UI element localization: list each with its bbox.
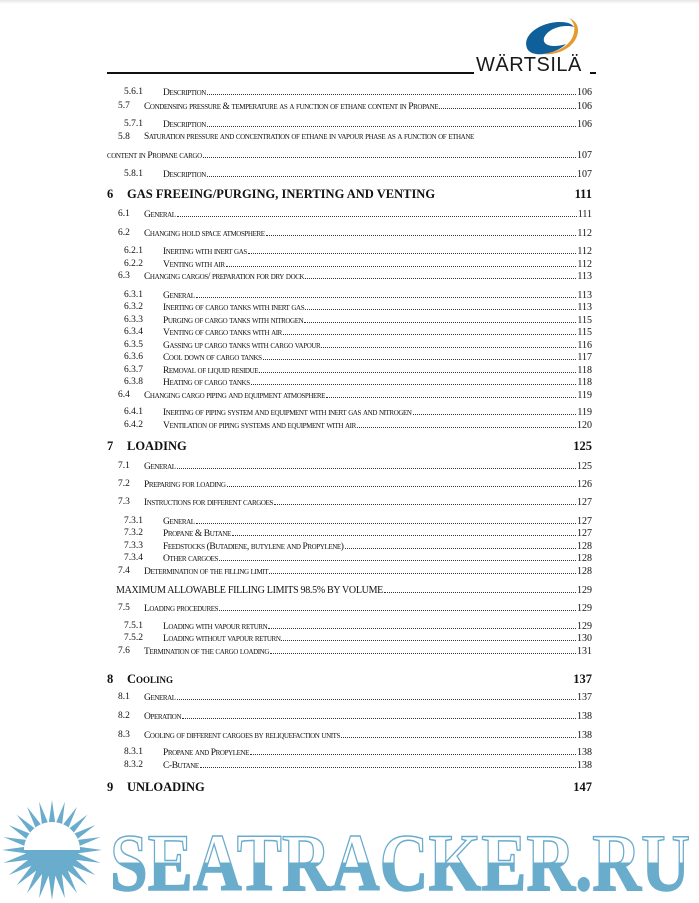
dot-leader xyxy=(266,234,577,236)
dot-leader xyxy=(268,627,576,629)
toc-entry-page: 128 xyxy=(577,566,592,577)
toc-entry-title: Cooling xyxy=(127,672,174,686)
toc-entry-page: 137 xyxy=(573,672,592,686)
toc-entry-title: Changing cargo piping and equipment atmosphere xyxy=(144,391,326,401)
toc-entry[interactable] xyxy=(0,759,699,772)
toc-entry[interactable] xyxy=(0,100,699,113)
toc-entry-page: 113 xyxy=(577,290,592,301)
toc-entry-title: Ventilation of piping systems and equipment with air xyxy=(163,421,356,431)
toc-entry-page: 111 xyxy=(574,187,592,201)
toc-entry-number: 7.2 xyxy=(118,479,130,489)
dot-leader xyxy=(304,321,576,323)
seatracker-watermark xyxy=(0,795,699,903)
dot-leader xyxy=(345,547,576,549)
toc-entry-page: 128 xyxy=(577,553,592,564)
dot-leader xyxy=(305,277,576,279)
toc-entry-number: 7.3.3 xyxy=(124,541,143,551)
dot-leader xyxy=(207,125,576,127)
window-top-edge xyxy=(0,0,699,4)
toc-entry-number: 6.3 xyxy=(118,271,130,281)
toc-entry-page: 111 xyxy=(577,209,592,220)
toc-entry-page: 119 xyxy=(577,390,592,401)
dot-leader xyxy=(177,215,577,217)
toc-entry-title: LOADING xyxy=(127,439,187,453)
toc-entry-title: Removal of liquid residue xyxy=(163,366,259,376)
toc-entry-page: 126 xyxy=(577,479,592,490)
dot-leader xyxy=(274,503,576,505)
toc-entry-number: 6.2.2 xyxy=(124,259,143,269)
dot-leader xyxy=(177,467,576,469)
toc-entry[interactable] xyxy=(0,131,699,144)
toc-entry[interactable] xyxy=(0,208,699,221)
toc-entry-number: 5.7.1 xyxy=(124,119,143,129)
toc-entry-number: 6.3.7 xyxy=(124,365,143,375)
toc-entry-title: Determination of the filling limit xyxy=(144,567,269,577)
toc-entry-title: Feedstocks (Butadiene, butylene and Propylene) xyxy=(163,542,344,552)
toc-entry-title: Preparing for loading xyxy=(144,480,226,490)
toc-entry[interactable] xyxy=(0,186,699,202)
toc-entry-number: 8.1 xyxy=(118,692,130,702)
toc-entry[interactable] xyxy=(0,118,699,131)
toc-entry[interactable] xyxy=(0,552,699,565)
toc-entry-number: 9 xyxy=(107,780,114,794)
toc-entry-title: Cool down of cargo tanks xyxy=(163,353,262,363)
toc-entry-page: 107 xyxy=(577,150,592,161)
toc-entry-number: 7.3.2 xyxy=(124,528,143,538)
dot-leader xyxy=(384,591,576,593)
toc-entry-page: 131 xyxy=(577,646,592,657)
toc-entry-title: Heating of cargo tanks xyxy=(163,378,250,388)
toc-entry-page: 115 xyxy=(577,327,592,338)
dot-leader xyxy=(226,265,577,267)
toc-entry[interactable] xyxy=(0,376,699,389)
toc-entry[interactable] xyxy=(0,710,699,723)
toc-entry-number: 6.3.2 xyxy=(124,302,143,312)
toc-entry-title: General xyxy=(144,210,176,220)
toc-entry-number: 7.1 xyxy=(118,461,130,471)
toc-entry-title: General xyxy=(144,693,176,703)
toc-entry[interactable] xyxy=(0,496,699,509)
toc-entry[interactable] xyxy=(0,460,699,473)
toc-entry-title: Inerting of piping system and equipment with inert gas and nitrogen xyxy=(163,408,412,418)
toc-entry-page: 129 xyxy=(577,621,592,632)
dot-leader xyxy=(196,296,577,298)
toc-entry-title: Venting of cargo tanks with air xyxy=(163,328,282,338)
toc-entry-number: 5.7 xyxy=(118,101,130,111)
dot-leader xyxy=(248,252,577,254)
dot-leader xyxy=(341,736,576,738)
toc-entry-page: 127 xyxy=(577,516,592,527)
toc-entry-title: MAXIMUM ALLOWABLE FILLING LIMITS 98.5% BY VOLUME xyxy=(116,585,383,596)
toc-entry-title: Saturation pressure and concentration of ethane in vapour phase as a function of ethane xyxy=(144,132,474,142)
toc-entry[interactable] xyxy=(0,645,699,658)
toc-entry-page: 138 xyxy=(577,747,592,758)
toc-entry-number: 6.4.2 xyxy=(124,420,143,430)
toc-entry-page: 113 xyxy=(577,271,592,282)
toc-entry[interactable] xyxy=(0,527,699,540)
dot-leader xyxy=(263,358,577,360)
dot-leader xyxy=(321,346,576,348)
toc-entry[interactable] xyxy=(0,746,699,759)
toc-entry-number: 5.6.1 xyxy=(124,87,143,97)
logo-wordmark: WÄRTSILÄ xyxy=(476,54,582,76)
toc-entry-number: 7.4 xyxy=(118,566,130,576)
toc-entry-page: 138 xyxy=(577,711,592,722)
dot-leader xyxy=(232,534,576,536)
toc-entry-title: Inerting with inert gas xyxy=(163,247,247,257)
toc-entry-number: 6.1 xyxy=(118,209,130,219)
dot-leader xyxy=(281,639,576,641)
dot-leader xyxy=(219,559,576,561)
toc-entry-number: 7.5.2 xyxy=(124,633,143,643)
toc-entry-number: 6.3.3 xyxy=(124,315,143,325)
toc-entry-page: 125 xyxy=(577,461,592,472)
toc-entry-page: 115 xyxy=(577,315,592,326)
dot-leader xyxy=(259,371,576,373)
toc-entry-page: 113 xyxy=(577,302,592,313)
toc-entry-title: Venting with air xyxy=(163,260,225,270)
toc-entry-page: 106 xyxy=(577,101,592,112)
toc-entry-number: 6.3.4 xyxy=(124,327,143,337)
toc-entry[interactable] xyxy=(0,729,699,742)
toc-entry-number: 6.3.6 xyxy=(124,352,143,362)
dot-leader xyxy=(219,609,576,611)
toc-entry-page: 138 xyxy=(577,730,592,741)
dot-leader xyxy=(357,426,576,428)
toc-entry-title: General xyxy=(163,291,195,301)
toc-entry-number: 7.5.1 xyxy=(124,621,143,631)
dot-leader xyxy=(270,652,576,654)
toc-entry-page: 112 xyxy=(577,228,592,239)
dot-leader xyxy=(439,107,576,109)
toc-entry-number: 8.3.1 xyxy=(124,747,143,757)
toc-entry-title: content in Propane cargo xyxy=(107,151,202,161)
toc-entry-number: 6.2.1 xyxy=(124,246,143,256)
toc-entry[interactable] xyxy=(0,149,699,162)
toc-entry-title: Loading procedures xyxy=(144,604,219,614)
toc-entry[interactable] xyxy=(0,227,699,240)
toc-entry[interactable] xyxy=(0,671,699,687)
dot-leader xyxy=(250,753,576,755)
toc-entry-title: Termination of the cargo loading xyxy=(144,647,269,657)
watermark-text: SEATRACKER.RU xyxy=(110,817,690,903)
toc-entry-title: General xyxy=(163,517,195,527)
toc-entry-page: 127 xyxy=(577,528,592,539)
toc-entry-number: 8.2 xyxy=(118,711,130,721)
toc-entry-page: 125 xyxy=(573,439,592,453)
toc-entry-page: 112 xyxy=(577,246,592,257)
toc-entry-title: Loading with vapour return xyxy=(163,622,268,632)
dot-leader xyxy=(227,485,577,487)
header-rule xyxy=(107,72,474,74)
toc-entry-title: UNLOADING xyxy=(127,780,205,794)
toc-entry-page: 118 xyxy=(577,365,592,376)
toc-entry[interactable] xyxy=(0,438,699,454)
toc-entry-title: Gassing up cargo tanks with cargo vapour xyxy=(163,341,321,351)
dot-leader xyxy=(196,522,576,524)
toc-entry[interactable] xyxy=(0,691,699,704)
toc-entry-title: Description xyxy=(163,120,206,130)
toc-entry-title: Operation xyxy=(144,712,182,722)
toc-entry-page: 129 xyxy=(577,585,592,596)
toc-entry[interactable] xyxy=(0,565,699,578)
sun-icon xyxy=(2,800,102,900)
toc-entry-title: Purging of cargo tanks with nitrogen xyxy=(163,316,304,326)
toc-entry-page: 106 xyxy=(577,87,592,98)
toc-entry-number: 6.4 xyxy=(118,390,130,400)
toc-entry-number: 7.6 xyxy=(118,646,130,656)
toc-entry-title: Loading without vapour return xyxy=(163,634,281,644)
toc-entry-page: 130 xyxy=(577,633,592,644)
toc-entry-title: General xyxy=(144,462,176,472)
toc-entry-number: 6.3.1 xyxy=(124,290,143,300)
toc-entry[interactable] xyxy=(0,245,699,258)
toc-entry-title: Changing cargos/ preparation for dry dock xyxy=(144,272,305,282)
toc-entry-number: 8 xyxy=(107,672,114,686)
toc-entry-title: C-Butane xyxy=(163,761,199,771)
toc-entry-number: 8.3 xyxy=(118,730,130,740)
dot-leader xyxy=(203,156,576,158)
dot-leader xyxy=(305,308,576,310)
toc-entry[interactable] xyxy=(0,86,699,99)
toc-entry[interactable] xyxy=(0,270,699,283)
toc-entry-page: 127 xyxy=(577,497,592,508)
toc-entry[interactable] xyxy=(0,301,699,314)
toc-entry-page: 118 xyxy=(577,377,592,388)
dot-leader xyxy=(269,572,576,574)
dot-leader xyxy=(200,766,576,768)
toc-entry-page: 106 xyxy=(577,119,592,130)
toc-entry[interactable] xyxy=(0,584,699,597)
toc-entry-number: 7.3.4 xyxy=(124,553,143,563)
toc-entry-page: 138 xyxy=(577,760,592,771)
toc-entry-number: 7.3.1 xyxy=(124,516,143,526)
toc-entry-number: 8.3.2 xyxy=(124,760,143,770)
toc-entry-title: Propane & Butane xyxy=(163,529,231,539)
toc-entry-title: GAS FREEING/PURGING, INERTING AND VENTING xyxy=(127,187,436,201)
toc-entry-number: 6.2 xyxy=(118,228,130,238)
dot-leader xyxy=(251,383,577,385)
toc-entry[interactable] xyxy=(0,632,699,645)
dot-leader xyxy=(326,396,576,398)
toc-entry[interactable] xyxy=(0,406,699,419)
toc-entry-page: 129 xyxy=(577,603,592,614)
toc-entry-page: 120 xyxy=(577,420,592,431)
toc-entry-page: 112 xyxy=(577,259,592,270)
toc-entry[interactable] xyxy=(0,326,699,339)
toc-entry-page: 117 xyxy=(577,352,592,363)
toc-entry-title: Other cargoes xyxy=(163,554,218,564)
toc-entry-page: 119 xyxy=(577,407,592,418)
dot-leader xyxy=(207,93,576,95)
toc-entry-page: 107 xyxy=(577,169,592,180)
toc-entry-number: 6 xyxy=(107,187,114,201)
dot-leader xyxy=(283,333,576,335)
toc-entry-title: Changing hold space atmosphere xyxy=(144,229,265,239)
toc-entry-page: 128 xyxy=(577,541,592,552)
toc-entry-title: Propane and Propylene xyxy=(163,748,249,758)
toc-entry-number: 6.3.8 xyxy=(124,377,143,387)
toc-entry-number: 5.8.1 xyxy=(124,169,143,179)
toc-entry[interactable] xyxy=(0,779,699,795)
toc-entry-number: 7.5 xyxy=(118,603,130,613)
dot-leader xyxy=(182,717,576,719)
toc-entry[interactable] xyxy=(0,478,699,491)
toc-entry-number: 6.4.1 xyxy=(124,407,143,417)
toc-entry-number: 7 xyxy=(107,439,114,453)
toc-entry[interactable] xyxy=(0,602,699,615)
toc-entry[interactable] xyxy=(0,419,699,432)
toc-entry[interactable] xyxy=(0,168,699,181)
toc-entry-number: 5.8 xyxy=(118,132,130,142)
toc-entry-title: Condensing pressure & temperature as a function of ethane content in Propane xyxy=(144,102,439,112)
toc-entry-page: 137 xyxy=(577,692,592,703)
toc-entry[interactable] xyxy=(0,389,699,402)
dot-leader xyxy=(207,175,576,177)
toc-entry-number: 7.3 xyxy=(118,497,130,507)
toc-entry-page: 116 xyxy=(577,340,592,351)
toc-entry-title: Cooling of different cargoes by reliquefaction units xyxy=(144,731,341,741)
toc-entry-title: Description xyxy=(163,88,206,98)
toc-entry-title: Instructions for different cargoes xyxy=(144,498,273,508)
toc-entry-number: 6.3.5 xyxy=(124,340,143,350)
toc-entry-title: Inerting of cargo tanks with inert gas xyxy=(163,303,305,313)
dot-leader xyxy=(177,698,576,700)
toc-entry[interactable] xyxy=(0,351,699,364)
dot-leader xyxy=(413,413,577,415)
toc-entry-title: Description xyxy=(163,170,206,180)
toc-entry-page: 147 xyxy=(573,780,592,794)
